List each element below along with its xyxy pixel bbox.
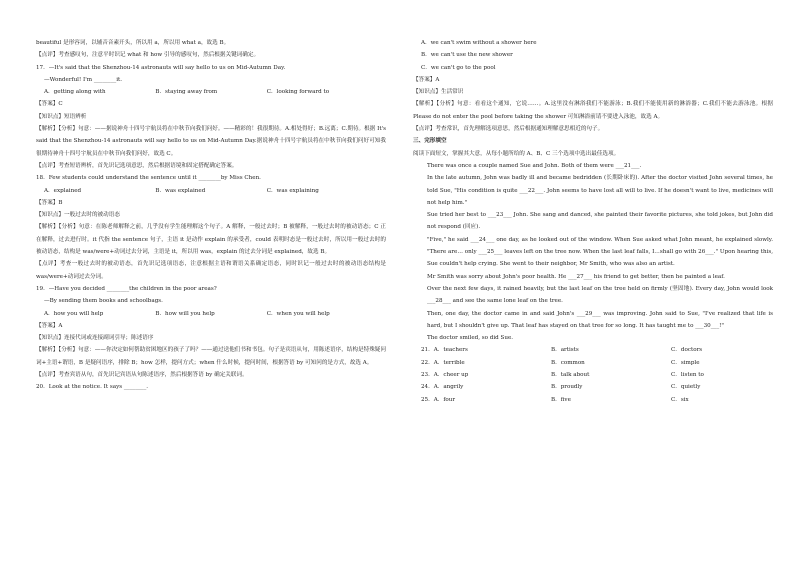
text-line: Over the next few days, it rained heavily, but the last leaf on the tree held on firmly (坚固地). Every day, John would look ___28___ and see the same lone leaf on the tree. bbox=[427, 285, 773, 305]
option-text: B．was explained bbox=[155, 187, 206, 194]
option-text: 22．A．terrible bbox=[421, 359, 465, 366]
text-line: 【点评】考查短语辨析，首先识记选项意思，然后根据语境和固定搭配确定答案。 bbox=[36, 162, 238, 169]
text-line: Sue tried her best to ___23___ John. She sang and danced, she painted their favorite pictures, she told jokes, but John did not respond (回应). bbox=[427, 212, 773, 231]
text-line: 【点评】考查常识，首先理解选项意思，然后根据通知理解意思相近的句子。 bbox=[413, 126, 604, 133]
text-line: 17．—It's said that the Shenzhou-14 astronauts will say hello to us on Mid-Autumn Day. bbox=[36, 64, 286, 71]
text-line: —Wonderful! I'm ________it. bbox=[44, 76, 123, 83]
option-row bbox=[36, 86, 386, 98]
text-line: 20．Look at the notice. It says ________. bbox=[36, 384, 149, 391]
option-text: B．five bbox=[551, 396, 571, 403]
text-line: 【点评】考查宾语从句，首先识记宾语从句陈述语序，然后根据答语 by 确定关联词。 bbox=[36, 372, 248, 379]
option-text: B．staying away from bbox=[155, 89, 218, 96]
text-line: C．we can't go to the pool bbox=[421, 64, 496, 71]
option-row bbox=[413, 344, 773, 356]
option-text: 23．A．cheer up bbox=[421, 372, 469, 379]
option-row bbox=[36, 185, 386, 197]
text-line: 18．Few students could understand the sentence until it ________by Miss Chen. bbox=[36, 175, 261, 182]
text-line: 【点评】考查感叹句，注意平时识记 what 和 how 引导的感叹句，然后根据关键词确定。 bbox=[36, 52, 260, 59]
option-text: C．when you will help bbox=[266, 310, 330, 317]
option-text: B．how will you help bbox=[155, 310, 215, 317]
text-line: 阅读下面短文，掌握其大意，从每小题所给的 A、B、C 三个选项中选出最佳选项。 bbox=[413, 150, 620, 157]
option-text: B．proudly bbox=[551, 384, 583, 391]
option-text: B．talk about bbox=[551, 372, 590, 379]
text-line: Mr Smith was sorry about John's poor health. He ___27___ his friend to get better, then he painted a leaf. bbox=[427, 273, 725, 280]
text-line: beautiful 是形容词，以辅音音素开头，所以用 a，所以用 what a，故选 B。 bbox=[36, 40, 230, 46]
option-text: 21．A．teachers bbox=[421, 347, 468, 354]
option-text: C．listen to bbox=[671, 372, 704, 379]
option-text: B．common bbox=[551, 359, 585, 366]
text-line: 【知识点】生活常识 bbox=[413, 89, 464, 96]
option-text: C．looking forward to bbox=[266, 89, 330, 96]
text-line: 【解析】【分析】句意：——你决定如何帮助贫困地区的孩子了吗？——通过送他们书和书包。句子是宾语从句，用陈述语序，结构是特殊疑问词+主语+谓语，B 是疑问语序，排除 B；how 怎样，提问方式；when 什么时候，提问时间，根据答语 by 可知问的是方式，故选 A。 bbox=[36, 347, 386, 366]
option-row bbox=[413, 381, 773, 393]
text-line: 【答案】C bbox=[36, 101, 63, 108]
text-line: 【知识点】短语辨析 bbox=[36, 113, 87, 120]
option-text: A．getting along with bbox=[44, 89, 106, 96]
option-text: 24．A．angrily bbox=[421, 384, 464, 391]
text-line: 三、完形填空 bbox=[413, 138, 447, 145]
option-text: C．doctors bbox=[671, 347, 703, 354]
text-line: 【答案】B bbox=[36, 199, 63, 206]
text-line: 【解析】【分析】句意：——据说神舟十四号宇航员将在中秋节向我们问好。——精彩的！我很期待。A.相处得好；B.远离；C.期待。根据 It's said that the Shenzhou-14 astronauts will say hello to us on Mid-Autumn Day.据说神舟十四号宇航员将在中秋节向我们问好可知我很期待神舟十四号宇航员在中秋节向我们问好，故选 C。 bbox=[36, 126, 386, 157]
option-text: 25．A．four bbox=[421, 396, 456, 403]
text-line: In the late autumn, John was badly ill and became bedridden (长期卧床的). After the doctor visited John several times, he told Sue, "His condition is quite ___22___. John seems to have lost all will to live. If he doesn't want to live, medicines will not help him." bbox=[427, 175, 773, 206]
text-line: B．we can't use the new shower bbox=[421, 52, 513, 59]
option-text: C．was explaining bbox=[266, 187, 319, 194]
text-line: 【答案】A bbox=[413, 76, 440, 83]
text-line: 【解析】【分析】句意：看看这个通知，它说……。A.这里没有淋浴我们不能游泳；B.我们不能使用新的淋浴器；C.我们不能去游泳池。根据 Please do not enter the pool before taking the shower 可知淋浴前请不要进入泳池，故选 A。 bbox=[413, 101, 773, 120]
text-line: 【答案】A bbox=[36, 322, 63, 329]
text-line: The doctor smiled, so did Sue. bbox=[427, 335, 514, 342]
option-row bbox=[36, 308, 386, 320]
text-line: 19．—Have you decided ________the children in the poor areas? bbox=[36, 285, 217, 292]
text-line: "Five," he said ___24___ one day, as he looked out of the window. When Sue asked what John meant, he explained slowly. "There are… only ___25___ leaves left on the tree now. When the last leaf falls, I…shall go with 26___." Upon hearing this, Sue couldn't help crying. She went to their neighbor, Mr Smith, who was also an artist. bbox=[427, 236, 773, 268]
text-line: 【知识点】一般过去时的被动语态 bbox=[36, 212, 120, 219]
text-line: 【点评】考查一般过去时的被动语态，首先识记选项语态，注意根据主语和谓语关系确定语态，同时识记一般过去时的被动语态结构是 was/were+动词过去分词。 bbox=[36, 261, 386, 280]
option-row bbox=[413, 357, 773, 369]
text-line: 【解析】【分析】句意：在陈老师解释之前，几乎没有学生能理解这个句子。A 解释，一般过去时；B 被解释，一般过去时的被动语态；C 正在解释，过去进行时。it 代指 the sentence 句子，主语 it 是动作 explain 的承受者，could 表明时态是一般过去时，所以用一般过去时的被动语态，结构是 was/were+动词过去分词，主语是 it，所以用 was，explain 的过去分词是 explained，故选 B。 bbox=[36, 224, 386, 256]
option-text: B．artists bbox=[551, 347, 579, 354]
text-line: A．we can't swim without a shower here bbox=[421, 40, 537, 46]
option-text: C．quietly bbox=[671, 384, 701, 391]
option-text: C．simple bbox=[671, 359, 700, 366]
option-text: A．explained bbox=[44, 187, 82, 194]
text-line: —By sending them books and schoolbags. bbox=[44, 298, 163, 305]
option-row bbox=[413, 394, 773, 406]
option-text: C．six bbox=[671, 396, 689, 403]
text-line: Then, one day, the doctor came in and said John's ___29___ was improving. John said to Sue, "I've realized that life is hard, but I shouldn't give up. That leaf has stayed on that tree for so long. It has taught me to ___30___!" bbox=[427, 310, 773, 329]
option-text: A．how you will help bbox=[44, 310, 104, 317]
right-column bbox=[413, 37, 773, 406]
text-line: 【知识点】连接代词或连接副词引导；陈述语序 bbox=[36, 335, 154, 342]
text-line: There was once a couple named Sue and John. Both of them were ___21___. bbox=[427, 162, 642, 169]
left-column bbox=[36, 37, 386, 394]
option-row bbox=[413, 369, 773, 381]
